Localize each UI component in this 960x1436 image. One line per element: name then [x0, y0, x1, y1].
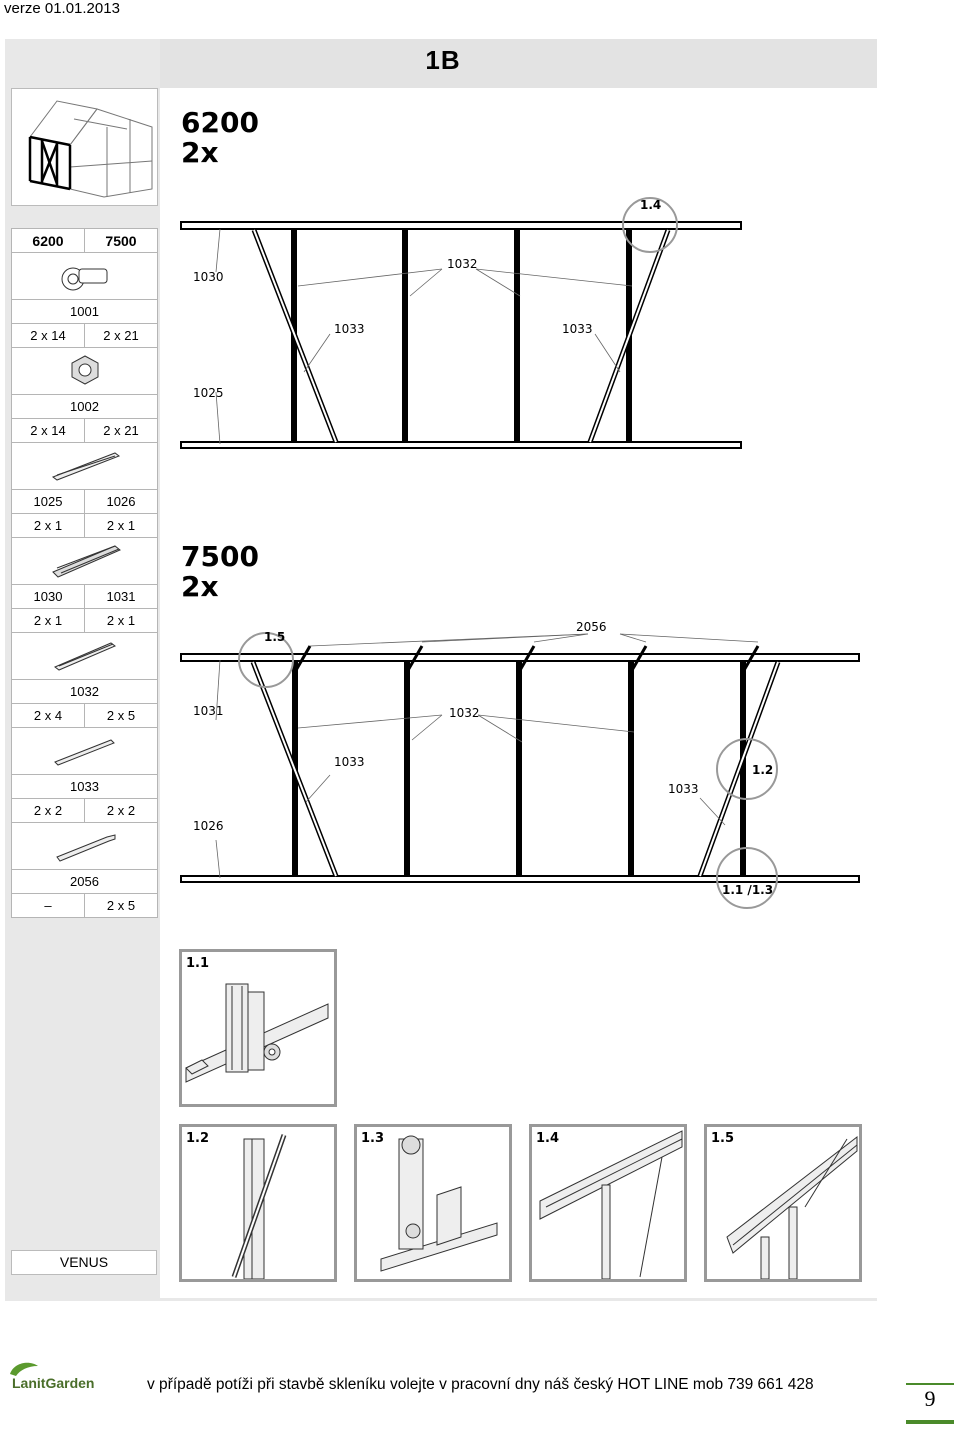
model-header: 6200 — [12, 229, 85, 253]
detail-callout-1-5: 1.5 — [264, 630, 286, 644]
joint-1-5-icon — [707, 1127, 859, 1279]
model-7500-title: 7500 2x — [181, 540, 259, 603]
label-1033-left: 1033 — [334, 755, 365, 769]
version-label: verze 01.01.2013 — [4, 0, 120, 17]
model-header: 7500 — [85, 229, 158, 253]
step-title: 1B — [425, 45, 461, 75]
greenhouse-thumbnail — [11, 88, 158, 206]
detail-panel-1-4: 1.4 — [529, 1124, 687, 1282]
label-1033-right: 1033 — [562, 322, 593, 336]
part-qty: 2 x 21 — [85, 419, 158, 443]
detail-callout-1-4: 1.4 — [640, 198, 662, 212]
part-qty: 2 x 21 — [85, 324, 158, 348]
joint-1-3-icon — [357, 1127, 509, 1279]
part-qty: 2 x 1 — [85, 609, 158, 633]
part-code: 1026 — [85, 490, 158, 514]
part-code: 1030 — [12, 585, 85, 609]
nut-icon — [12, 348, 158, 395]
part-qty: 2 x 14 — [12, 324, 85, 348]
page-rule-bottom — [906, 1420, 954, 1424]
detail-callout-1-1-1-3: 1.1 /1.3 — [722, 883, 774, 897]
part-qty: 2 x 2 — [85, 799, 158, 823]
product-name: VENUS — [11, 1250, 157, 1275]
hotline-text: v případě potíži při stavbě skleníku volejte v pracovní dny náš český HOT LINE mob 739 661 428 — [147, 1376, 814, 1393]
detail-panel-1-1: 1.1 — [179, 949, 337, 1107]
base-profile-icon — [12, 443, 158, 490]
part-qty: 2 x 5 — [85, 704, 158, 728]
part-qty: 2 x 5 — [85, 894, 158, 918]
part-code: 1032 — [12, 680, 158, 704]
part-code: 2056 — [12, 870, 158, 894]
detail-callout-1-2: 1.2 — [752, 763, 774, 777]
label-1033-left: 1033 — [334, 322, 365, 336]
logo-text: LanitGarden — [12, 1375, 95, 1391]
brace-profile-icon — [12, 728, 158, 775]
part-qty: 2 x 14 — [12, 419, 85, 443]
joint-1-4-icon — [532, 1127, 684, 1279]
model-6200-title: 6200 2x — [181, 106, 259, 169]
top-profile-icon — [12, 538, 158, 585]
part-qty: 2 x 1 — [85, 514, 158, 538]
stud-profile-icon — [12, 633, 158, 680]
page-number: 9 — [924, 1386, 936, 1411]
parts-sidebar — [11, 88, 158, 1298]
part-qty: 2 x 1 — [12, 514, 85, 538]
label-1032: 1032 — [449, 706, 480, 720]
page-rule-top — [906, 1383, 954, 1385]
part-code: 1033 — [12, 775, 158, 799]
label-1030: 1030 — [193, 270, 224, 284]
label-1032: 1032 — [447, 257, 478, 271]
detail-panel-1-5: 1.5 — [704, 1124, 862, 1282]
joint-1-1-icon — [182, 952, 334, 1104]
part-qty: – — [12, 894, 85, 918]
greenhouse-icon — [12, 89, 157, 205]
part-code: 1031 — [85, 585, 158, 609]
label-1031: 1031 — [193, 704, 224, 718]
joint-1-2-icon — [182, 1127, 334, 1279]
part-qty: 2 x 1 — [12, 609, 85, 633]
part-qty: 2 x 2 — [12, 799, 85, 823]
part-qty: 2 x 4 — [12, 704, 85, 728]
label-1025: 1025 — [193, 386, 224, 400]
frame-6200-diagram — [180, 192, 745, 454]
parts-table — [11, 228, 158, 918]
part-code: 1002 — [12, 395, 158, 419]
detail-panel-1-3: 1.3 — [354, 1124, 512, 1282]
angle-brace-icon — [12, 823, 158, 870]
part-code: 1025 — [12, 490, 85, 514]
label-1026: 1026 — [193, 819, 224, 833]
bolt-icon — [12, 253, 158, 300]
detail-panel-1-2: 1.2 — [179, 1124, 337, 1282]
label-2056: 2056 — [576, 620, 607, 634]
label-1033-right: 1033 — [668, 782, 699, 796]
part-code: 1001 — [12, 300, 158, 324]
